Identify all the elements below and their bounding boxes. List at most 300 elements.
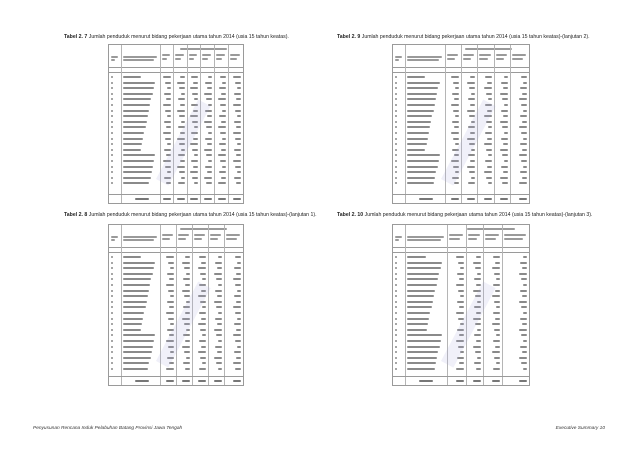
table-cell xyxy=(111,318,113,320)
table-cell xyxy=(207,87,212,89)
caption-label: Tabel 2. 9 xyxy=(337,34,361,40)
table-cell xyxy=(233,306,241,308)
caption-text: Jumlah penduduk menurut bidang pekerjaan utama tahun 2014 (usia 15 tahun keatas)-(lanjutan 2). xyxy=(361,34,590,40)
table-cell xyxy=(522,93,527,95)
table-cell xyxy=(111,121,113,123)
table-cell xyxy=(234,323,241,325)
table-cell xyxy=(395,182,397,184)
table-cell xyxy=(123,318,143,320)
table-cell xyxy=(487,82,492,84)
header-cell xyxy=(111,56,118,58)
table-cell xyxy=(407,290,435,292)
header-cell xyxy=(162,234,173,236)
table-cell xyxy=(407,329,426,331)
table-cell xyxy=(460,295,464,297)
total-row xyxy=(109,376,243,385)
table-cell xyxy=(469,171,475,173)
table-cell xyxy=(395,267,397,269)
header-cell xyxy=(512,54,526,56)
table-cell xyxy=(476,368,481,370)
table-cell xyxy=(407,171,436,173)
table-cell xyxy=(123,334,155,336)
table-cell xyxy=(475,351,481,353)
table-cell xyxy=(182,262,190,264)
table-cell xyxy=(111,93,113,95)
table-cell xyxy=(191,76,198,78)
table-cell xyxy=(495,318,500,320)
header-cell xyxy=(111,59,115,61)
table-cell xyxy=(183,278,190,280)
table-cell xyxy=(467,166,475,168)
total-cell xyxy=(473,380,481,382)
table-cell xyxy=(221,149,226,151)
table-cell xyxy=(521,278,527,280)
table-cell xyxy=(166,368,174,370)
table-cell xyxy=(519,98,527,100)
table-cell xyxy=(222,110,226,112)
total-cell xyxy=(198,380,206,382)
column-number-row xyxy=(109,67,243,73)
table-cell xyxy=(520,115,527,117)
table-cell xyxy=(123,346,153,348)
table-cell xyxy=(496,278,500,280)
table-cell xyxy=(458,290,464,292)
table-cell xyxy=(407,149,425,151)
table-cell xyxy=(111,76,113,78)
table-cell xyxy=(167,301,174,303)
table-cell xyxy=(179,87,185,89)
table-cell xyxy=(111,290,113,292)
table-cell xyxy=(221,93,226,95)
header-cell xyxy=(479,58,487,60)
total-cell xyxy=(204,198,212,200)
table-cell xyxy=(407,115,432,117)
total-cell xyxy=(467,198,475,200)
table-cell xyxy=(236,301,241,303)
table-cell xyxy=(519,126,527,128)
table-cell xyxy=(219,115,226,117)
table-cell xyxy=(407,284,437,286)
table-cell xyxy=(233,278,241,280)
header-cell xyxy=(407,56,441,58)
table-cell xyxy=(500,149,508,151)
table-cell xyxy=(407,76,425,78)
table-cell xyxy=(488,154,492,156)
header-cell xyxy=(216,58,223,60)
table-cell xyxy=(395,284,397,286)
header-cell xyxy=(123,236,157,238)
table-cell xyxy=(219,143,226,145)
table-cell xyxy=(202,306,206,308)
table-cell xyxy=(235,82,241,84)
table-cell xyxy=(216,362,222,364)
table-cell xyxy=(111,143,113,145)
table-cell xyxy=(395,273,397,275)
table-cell xyxy=(395,115,397,117)
table-cell xyxy=(214,273,222,275)
table-cell xyxy=(111,149,113,151)
total-cell xyxy=(419,380,433,382)
table-cell xyxy=(395,368,397,370)
table-cell xyxy=(186,357,190,359)
header-cell xyxy=(175,58,180,60)
table-cell xyxy=(182,290,190,292)
table-cell xyxy=(207,115,212,117)
table-cell xyxy=(520,290,527,292)
table-2-7-image xyxy=(108,44,244,204)
table-cell xyxy=(520,346,527,348)
table-cell xyxy=(407,340,441,342)
table-cell xyxy=(123,154,155,156)
table-cell xyxy=(395,323,397,325)
table-cell xyxy=(111,329,113,331)
table-cell xyxy=(407,301,433,303)
table-cell xyxy=(214,357,222,359)
table-cell xyxy=(485,132,492,134)
table-2-9-image xyxy=(392,44,530,204)
table-cell xyxy=(123,121,147,123)
table-cell xyxy=(493,284,500,286)
table-cell xyxy=(395,357,397,359)
table-cell xyxy=(234,267,241,269)
header-cell xyxy=(407,59,438,61)
table-cell xyxy=(202,362,206,364)
table-cell xyxy=(190,87,198,89)
table-cell xyxy=(165,138,171,140)
column-number-row xyxy=(393,247,529,253)
table-cell xyxy=(237,290,241,292)
table-cell xyxy=(199,340,206,342)
table-cell xyxy=(522,177,527,179)
table-cell xyxy=(235,256,241,258)
table-cell xyxy=(111,262,113,264)
table-cell xyxy=(523,166,527,168)
table-cell xyxy=(220,160,226,162)
table-cell xyxy=(123,87,154,89)
table-cell xyxy=(236,357,241,359)
table-cell xyxy=(407,362,436,364)
table-cell xyxy=(235,284,241,286)
table-cell xyxy=(235,110,241,112)
table-cell xyxy=(407,154,440,156)
table-cell xyxy=(500,177,508,179)
table-cell xyxy=(395,362,397,364)
table-cell xyxy=(521,334,527,336)
table-cell xyxy=(493,256,500,258)
table-cell xyxy=(395,177,397,179)
caption-text: Jumlah penduduk menurut bidang pekerjaan utama tahun 2014 (usia 15 tahun keatas)-(lanjutan 3). xyxy=(364,212,593,218)
table-cell xyxy=(522,351,527,353)
table-cell xyxy=(496,306,500,308)
header-cell xyxy=(496,54,507,56)
table-cell xyxy=(218,126,226,128)
header-cell xyxy=(468,234,479,236)
header-cell xyxy=(202,58,207,60)
table-cell xyxy=(166,284,174,286)
table-cell xyxy=(179,171,185,173)
table-cell xyxy=(167,273,174,275)
table-cell xyxy=(407,93,437,95)
table-cell xyxy=(198,351,206,353)
total-cell xyxy=(177,198,185,200)
table-cell xyxy=(235,340,241,342)
table-cell xyxy=(123,301,147,303)
header-cell xyxy=(162,58,167,60)
table-cell xyxy=(163,132,171,134)
caption-label: Tabel 2. 8 xyxy=(64,212,88,218)
table-cell xyxy=(208,160,212,162)
table-cell xyxy=(237,262,241,264)
table-cell xyxy=(484,143,492,145)
table-cell xyxy=(395,290,397,292)
table-cell xyxy=(470,160,475,162)
table-cell xyxy=(476,256,481,258)
table-cell xyxy=(473,262,481,264)
table-cell xyxy=(111,154,113,156)
footer-title: Penyusunan Rencana Induk Pelabuhan Batang Provinsi Jawa Tengah xyxy=(33,426,183,431)
table-cell xyxy=(468,182,475,184)
table-cell xyxy=(216,278,222,280)
table-cell xyxy=(488,126,492,128)
total-cell xyxy=(190,198,198,200)
table-cell xyxy=(520,318,527,320)
table-cell xyxy=(487,138,492,140)
table-cell xyxy=(519,154,527,156)
table-cell xyxy=(218,312,222,314)
table-cell xyxy=(474,278,481,280)
table-cell xyxy=(485,160,492,162)
table-cell xyxy=(217,267,222,269)
table-cell xyxy=(123,104,150,106)
table-cell xyxy=(111,306,113,308)
table-cell xyxy=(200,357,206,359)
table-cell xyxy=(395,256,397,258)
header-cell xyxy=(485,234,499,236)
table-cell xyxy=(407,121,431,123)
table-cell xyxy=(475,267,481,269)
table-cell xyxy=(236,126,241,128)
table-cell xyxy=(395,340,397,342)
table-cell xyxy=(519,273,527,275)
table-cell xyxy=(237,87,241,89)
total-cell xyxy=(233,198,241,200)
table-cell xyxy=(455,115,459,117)
table-cell xyxy=(201,262,206,264)
total-cell xyxy=(233,380,241,382)
table-cell xyxy=(217,295,222,297)
header-cell xyxy=(395,56,402,58)
header-cell xyxy=(447,54,458,56)
table-cell xyxy=(407,267,440,269)
table-cell xyxy=(164,93,171,95)
table-cell xyxy=(202,334,206,336)
table-cell xyxy=(165,82,171,84)
table-cell xyxy=(456,256,464,258)
table-cell xyxy=(477,273,481,275)
table-cell xyxy=(123,93,153,95)
table-cell xyxy=(451,76,459,78)
table-cell xyxy=(395,138,397,140)
table-cell xyxy=(395,126,397,128)
table-cell xyxy=(477,357,481,359)
table-cell xyxy=(123,362,149,364)
table-cell xyxy=(407,138,428,140)
table-cell xyxy=(170,295,174,297)
table-cell xyxy=(204,149,212,151)
table-cell xyxy=(484,171,492,173)
table-cell xyxy=(123,126,146,128)
table-cell xyxy=(407,166,437,168)
table-cell xyxy=(456,312,464,314)
table-cell xyxy=(216,306,222,308)
table-cell xyxy=(123,177,151,179)
table-cell xyxy=(111,126,113,128)
table-cell xyxy=(501,166,508,168)
table-cell xyxy=(452,121,459,123)
table-cell xyxy=(407,318,429,320)
table-cell xyxy=(123,278,151,280)
table-cell xyxy=(111,323,113,325)
header-cell xyxy=(395,236,402,238)
table-cell xyxy=(407,110,433,112)
table-cell xyxy=(395,132,397,134)
header-cell xyxy=(449,238,460,240)
table-cell xyxy=(493,340,500,342)
table-cell xyxy=(123,267,154,269)
table-cell xyxy=(214,301,222,303)
table-cell xyxy=(163,104,171,106)
table-cell xyxy=(169,278,174,280)
table-cell xyxy=(486,149,492,151)
table-cell xyxy=(407,87,438,89)
table-2-8-caption xyxy=(64,212,317,218)
table-cell xyxy=(184,351,190,353)
table-cell xyxy=(519,301,527,303)
table-cell xyxy=(471,93,475,95)
table-cell xyxy=(237,318,241,320)
table-cell xyxy=(199,312,206,314)
table-cell xyxy=(500,121,508,123)
table-cell xyxy=(459,306,464,308)
header-cell xyxy=(395,59,399,61)
table-cell xyxy=(219,87,226,89)
table-cell xyxy=(123,284,150,286)
table-cell xyxy=(459,278,464,280)
table-cell xyxy=(123,262,155,264)
header-cell xyxy=(504,234,526,236)
header-cell xyxy=(194,234,205,236)
table-cell xyxy=(234,351,241,353)
header-cell xyxy=(463,54,474,56)
table-cell xyxy=(407,160,439,162)
table-cell xyxy=(221,121,226,123)
table-row xyxy=(109,181,243,187)
table-header xyxy=(393,225,529,248)
table-cell xyxy=(407,132,429,134)
table-cell xyxy=(503,115,508,117)
table-cell xyxy=(395,104,397,106)
table-cell xyxy=(206,126,212,128)
table-cell xyxy=(214,329,222,331)
table-cell xyxy=(407,126,430,128)
table-cell xyxy=(236,182,241,184)
table-cell xyxy=(460,267,464,269)
table-cell xyxy=(522,295,527,297)
total-cell xyxy=(135,198,149,200)
header-cell xyxy=(123,239,154,241)
table-cell xyxy=(395,160,397,162)
table-cell xyxy=(193,166,198,168)
table-cell xyxy=(522,121,527,123)
table-cell xyxy=(177,82,185,84)
table-cell xyxy=(395,351,397,353)
table-cell xyxy=(215,346,222,348)
table-cell xyxy=(111,346,113,348)
table-cell xyxy=(237,143,241,145)
table-cell xyxy=(181,93,185,95)
table-cell xyxy=(193,82,198,84)
table-cell xyxy=(207,171,212,173)
table-cell xyxy=(488,182,492,184)
table-cell xyxy=(184,267,190,269)
table-cell xyxy=(493,368,500,370)
table-cell xyxy=(215,290,222,292)
table-cell xyxy=(504,132,508,134)
table-cell xyxy=(234,121,241,123)
table-cell xyxy=(395,166,397,168)
table-cell xyxy=(180,104,185,106)
table-cell xyxy=(185,368,190,370)
header-cell xyxy=(162,54,170,56)
table-cell xyxy=(208,132,212,134)
table-cell xyxy=(493,312,500,314)
table-cell xyxy=(407,357,437,359)
table-cell xyxy=(520,143,527,145)
table-cell xyxy=(111,362,113,364)
table-cell xyxy=(111,138,113,140)
table-cell xyxy=(407,177,435,179)
table-cell xyxy=(486,177,492,179)
table-2-7-caption xyxy=(64,34,289,40)
table-cell xyxy=(167,143,171,145)
table-cell xyxy=(111,171,113,173)
table-cell xyxy=(205,82,212,84)
table-cell xyxy=(123,132,144,134)
table-cell xyxy=(236,329,241,331)
table-cell xyxy=(200,329,206,331)
table-cell xyxy=(166,256,174,258)
table-cell xyxy=(170,323,174,325)
table-cell xyxy=(235,368,241,370)
table-cell xyxy=(492,295,500,297)
header-cell xyxy=(178,238,186,240)
table-cell xyxy=(496,362,500,364)
table-cell xyxy=(111,278,113,280)
table-cell xyxy=(208,76,212,78)
table-cell xyxy=(407,323,428,325)
table-cell xyxy=(504,76,508,78)
table-cell xyxy=(111,82,113,84)
table-cell xyxy=(519,357,527,359)
table-cell xyxy=(201,318,206,320)
table-cell xyxy=(165,110,171,112)
header-band xyxy=(467,228,515,230)
table-cell xyxy=(168,290,174,292)
caption-text: Jumlah penduduk menurut bidang pekerjaan utama tahun 2014 (usia 15 tahun keatas). xyxy=(88,34,289,40)
table-cell xyxy=(395,301,397,303)
table-cell xyxy=(123,340,154,342)
table-cell xyxy=(503,143,508,145)
